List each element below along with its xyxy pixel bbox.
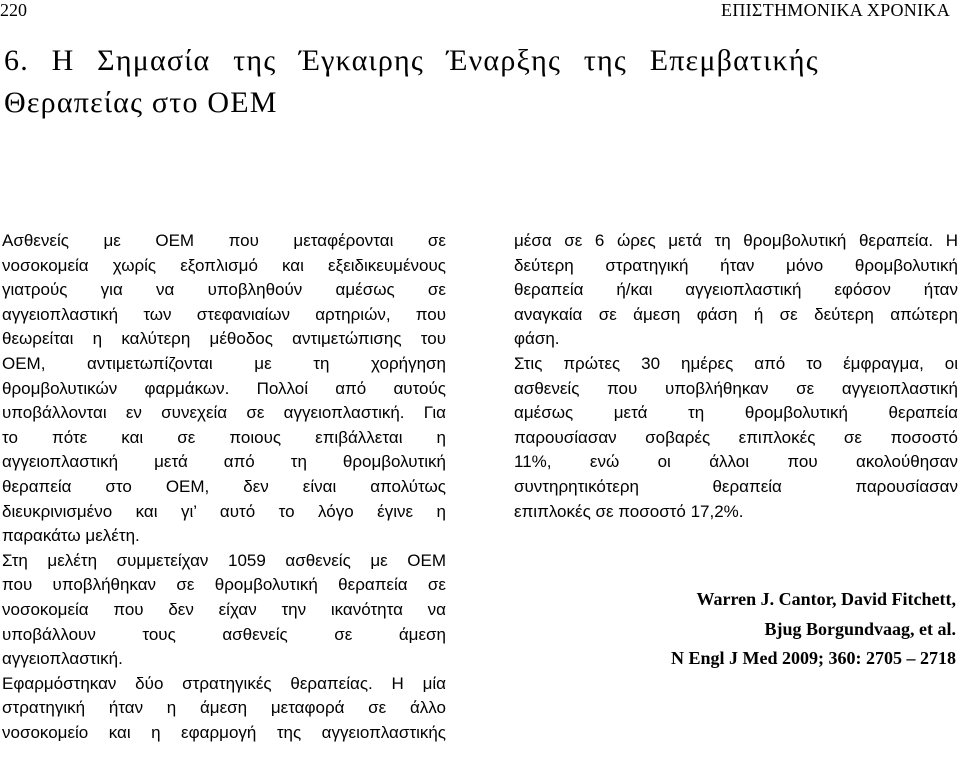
- paragraph-results: [514, 352, 958, 524]
- text-line: ΟΕΜ, αντιμετωπίζονται με τη χορήγηση: [2, 353, 446, 373]
- text-line: υποβάλλονται εν συνεχεία σε αγγειοπλαστική. Για: [2, 403, 446, 423]
- text-line: υποβάλλουν τους ασθενείς σε άμεση: [2, 624, 446, 644]
- text-line: αγγειοπλαστική των στεφανιαίων αρτηριών, που: [2, 304, 446, 324]
- text-line: αγγειοπλαστική.: [2, 649, 123, 669]
- text-line: στρατηγική ήταν η άμεση μεταφορά σε άλλο: [2, 698, 446, 718]
- text-line: που υποβλήθηκαν σε θρομβολυτική θεραπεία σε: [2, 575, 446, 595]
- text-line: το πότε και σε ποιους επιβάλλεται η: [2, 427, 446, 447]
- text-line: νοσοκομείο και η εφαρμογή της αγγειοπλαστικής: [2, 722, 446, 742]
- text-line: Στις πρώτες 30 ημέρες από το έμφραγμα, οι: [514, 353, 958, 373]
- text-line: συντηρητικότερη θεραπεία παρουσίασαν: [514, 476, 958, 496]
- text-line: αμέσως μετά τη θρομβολυτική θεραπεία: [514, 403, 958, 423]
- text-line: Στη μελέτη συμμετείχαν 1059 ασθενείς με ΟΕΜ: [2, 550, 446, 570]
- text-line: νοσοκομεία που δεν είχαν την ικανότητα να: [2, 599, 446, 619]
- title-line-2: Θεραπείας στο ΟΕΜ: [4, 86, 278, 119]
- text-line: Ασθενείς με ΟΕΜ που μεταφέρονται σε: [2, 231, 446, 250]
- text-line: ασθενείς που υποβλήθηκαν σε αγγειοπλαστική: [514, 378, 958, 398]
- text-line: παρακάτω μελέτη.: [2, 526, 140, 546]
- paragraph-background: [2, 229, 446, 549]
- right-column: [514, 229, 958, 524]
- left-column: [2, 229, 446, 745]
- article-title: [0, 40, 960, 124]
- page-number: 220: [0, 0, 27, 20]
- text-line: θρομβολυτικών φαρμάκων. Πολλοί από αυτούς: [2, 378, 446, 398]
- text-line: θεραπεία στο ΟΕΜ, δεν είναι απολύτως: [2, 476, 446, 496]
- journal-name: ΕΠΙΣΤΗΜΟΝΙΚΑ ΧΡΟΝΙΚΑ: [721, 0, 950, 20]
- text-line: νοσοκομεία χωρίς εξοπλισμό και εξειδικευμένους: [2, 255, 446, 275]
- citation-authors-line-2: Bjug Borgundvaag, et al.: [764, 618, 956, 639]
- text-line: φάση.: [514, 329, 560, 349]
- citation: [671, 585, 956, 674]
- text-line: δεύτερη στρατηγική ήταν μόνο θρομβολυτική: [514, 255, 958, 275]
- text-line: γιατρούς για να υποβληθούν αμέσως σε: [2, 280, 446, 300]
- text-line: επιπλοκές σε ποσοστό 17,2%.: [514, 501, 744, 521]
- paragraph-strategies-continued: [514, 229, 958, 352]
- citation-authors-line-1: Warren J. Cantor, David Fitchett,: [696, 589, 956, 609]
- text-line: Εφαρμόστηκαν δύο στρατηγικές θεραπείας. Η μία: [2, 673, 446, 693]
- text-line: μέσα σε 6 ώρες μετά τη θρομβολυτική θεραπεία. Η: [514, 231, 958, 250]
- text-line: θεραπεία ή/και αγγειοπλαστική εφόσον ήταν: [514, 280, 958, 300]
- text-line: 11%, ενώ οι άλλοι που ακολούθησαν: [514, 452, 958, 472]
- paragraph-strategies: [2, 672, 446, 746]
- text-line: παρουσίασαν σοβαρές επιπλοκές σε ποσοστό: [514, 427, 958, 447]
- text-line: θεωρείται η καλύτερη μέθοδος αντιμετώπισης του: [2, 329, 446, 349]
- paragraph-study: [2, 549, 446, 672]
- title-line-1: 6. Η Σημασία της Έγκαιρης Έναρξης της Επεμβατικής: [4, 44, 819, 77]
- text-line: αναγκαία σε άμεση φάση ή σε δεύτερη απώτερη: [514, 304, 958, 324]
- text-line: διευκρινισμένο και γι’ αυτό το λόγο έγινε η: [2, 501, 446, 521]
- citation-reference: N Engl J Med 2009; 360: 2705 – 2718: [671, 648, 956, 668]
- text-line: αγγειοπλαστική μετά από τη θρομβολυτική: [2, 452, 446, 472]
